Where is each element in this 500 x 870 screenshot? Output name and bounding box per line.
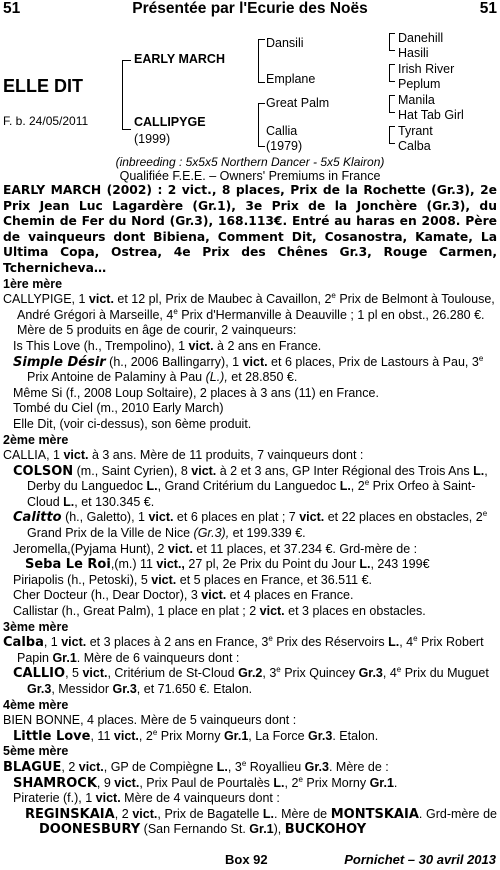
- sire-name: EARLY MARCH: [134, 52, 225, 66]
- pedigree-line: Simple Désir (h., 2006 Ballingarry), 1 vict. et 6 places, Prix de Lastours à Pau, 3e Prix Antoine de Palaminy à Pau (L.), et 28.850 €.: [13, 353, 484, 385]
- pedigree-line: REGINSKAIA, 2 vict., Prix de Bagatelle L.. Mère de MONTSKAIA. Grd-mère de DOONESBURY (San Fernando St. Gr.1), BUCKOHOY: [25, 806, 497, 838]
- pedigree-line: CALLIA, 1 vict. à 3 ans. Mère de 11 produits, 7 vainqueurs dont :: [3, 448, 364, 463]
- pedigree-line: Seba Le Roi,(m.) 11 vict., 27 pl, 2e Prix du Point du Jour L., 243 199€: [25, 557, 430, 573]
- pedigree-bracket-dam: [258, 103, 265, 147]
- sire-sire: Dansili: [266, 36, 304, 50]
- pedigree-line: Calitto (h., Galetto), 1 vict. et 6 places en plat ; 7 vict. et 22 places en obstacles, 2e Grand Prix de la Ville de Nice (Gr.3), et 199.339 €.: [13, 509, 488, 541]
- dam-sire: Great Palm: [266, 96, 330, 110]
- page-title: Présentée par l'Ecurie des Noës: [132, 0, 368, 17]
- pedigree-bracket-g3-4: [389, 126, 395, 144]
- g3-2: Hasili: [398, 46, 429, 60]
- lot-number-right: 51: [479, 0, 497, 17]
- section-third-dam: 3ème mère: [3, 619, 69, 634]
- lot-number-left: 51: [3, 0, 21, 17]
- g3-4: Peplum: [398, 77, 441, 91]
- section-fourth-dam: 4ème mère: [3, 697, 69, 712]
- pedigree-bracket-g3-3: [389, 95, 395, 113]
- g3-7: Tyrant: [398, 124, 433, 138]
- pedigree-line: BIEN BONNE, 4 places. Mère de 5 vainqueurs dont :: [3, 713, 297, 728]
- pedigree-line: SHAMROCK, 9 vict., Prix Paul de Pourtalès L., 2e Prix Morny Gr.1.: [13, 774, 398, 791]
- second-dam-block: [3, 448, 497, 620]
- horse-name: ELLE DIT: [3, 76, 83, 96]
- pedigree-line: Même Si (f., 2008 Loup Soltaire), 2 places à 3 ans (11) en France.: [13, 385, 379, 400]
- section-first-dam: 1ère mère: [3, 276, 63, 291]
- inbreeding-note: (inbreeding : 5x5x5 Northern Dancer - 5x5 Klairon): [115, 155, 385, 169]
- horse-details: F. b. 24/05/2011: [3, 114, 89, 128]
- pedigree-line: CALLIO, 5 vict., Critérium de St-Cloud Gr.2, 3e Prix Quincey Gr.3, 4e Prix du Muguet Gr.3, Messidor Gr.3, et 71.650 €. Etalon.: [13, 665, 489, 696]
- g3-1: Danehill: [398, 31, 444, 45]
- footer-event: Pornichet – 30 avril 2013: [344, 852, 496, 867]
- pedigree-line: CALLYPIGE, 1 vict. et 12 pl, Prix de Maubec à Cavaillon, 2e Prix de Belmont à Toulouse, André Grégori à Marseille, 4e Prix d'Hermanville à Deauville ; 1 pl en obst., 26.280 €. Mère de 5 produits en âge de courir, 2 vainqueurs:: [3, 291, 495, 338]
- pedigree-line: Piraterie (f.), 1 vict. Mère de 4 vainqueurs dont :: [13, 791, 280, 806]
- pedigree-line: Is This Love (h., Trempolino), 1 vict. à 2 ans en France.: [13, 338, 322, 353]
- pedigree-line: BLAGUE, 2 vict., GP de Compiègne L., 3e Royallieu Gr.3. Mère de :: [3, 758, 389, 775]
- pedigree-line: Jeromella,(Pyjama Hunt), 2 vict. et 11 places, et 37.234 €. Grd-mère de :: [13, 541, 418, 556]
- pedigree-bracket-parents: [122, 60, 131, 130]
- dam-dam-year: (1979): [266, 139, 303, 153]
- pedigree-line: Little Love, 11 vict., 2e Prix Morny Gr.1, La Force Gr.3. Etalon.: [13, 727, 379, 744]
- g3-8: Calba: [398, 139, 431, 153]
- fifth-dam-block: [3, 760, 497, 838]
- third-dam-block: [3, 635, 497, 697]
- pedigree-bracket-sire: [258, 39, 265, 83]
- pedigree-line: Elle Dit, (voir ci-dessus), son 6ème produit.: [13, 416, 252, 431]
- g3-3: Irish River: [398, 62, 455, 76]
- g3-6: Hat Tab Girl: [398, 108, 464, 122]
- catalogue-body: [3, 183, 497, 838]
- pedigree-bracket-g3-1: [389, 33, 395, 51]
- dam-dam: Callia: [266, 124, 298, 138]
- pedigree-bracket-g3-2: [389, 64, 395, 82]
- footer-box: Box 92: [225, 852, 268, 867]
- pedigree-line: Calba, 1 vict. et 3 places à 2 ans en France, 3e Prix des Réservoirs L., 4e Prix Robert Papin Gr.1. Mère de 6 vainqueurs dont :: [3, 634, 484, 665]
- dam-year: (1999): [134, 132, 171, 146]
- sire-dam: Emplane: [266, 72, 316, 86]
- qualification-note: Qualifiée F.E.E. – Owners' Premiums in France: [119, 169, 381, 183]
- first-dam-block: [3, 292, 497, 432]
- dam-name: CALLIPYGE: [134, 115, 206, 129]
- pedigree-line: Callistar (h., Great Palm), 1 place en plat ; 2 vict. et 3 places en obstacles.: [13, 604, 426, 619]
- pedigree-line: Cher Docteur (h., Dear Doctor), 3 vict. et 4 places en France.: [13, 588, 354, 603]
- sire-paragraph: EARLY MARCH (2002) : 2 vict., 8 places, Prix de la Rochette (Gr.3), 2e Prix Jean Luc Lagardère (Gr.1), 3e Prix de la Jonchère (Gr.3), du Chemin de Fer du Nord (Gr.3), 168.113€. Entré au haras en 2008. Père de vainqueurs dont Bibiena, Comment Dit, Cosanostra, Kamate, La Ultima Copa, Ostrea, 4e Prix des Chênes Gr.3, Rouge Carmen, Tchernicheva…: [3, 183, 497, 275]
- section-fifth-dam: 5ème mère: [3, 744, 69, 759]
- pedigree-line: Piriapolis (h., Petoski), 5 vict. et 5 places en France, et 36.511 €.: [13, 572, 372, 587]
- g3-5: Manila: [398, 93, 435, 107]
- pedigree-line: Tombé du Ciel (m., 2010 Early March): [13, 401, 224, 416]
- section-second-dam: 2ème mère: [3, 432, 69, 447]
- fourth-dam-block: [3, 713, 497, 744]
- pedigree-line: COLSON (m., Saint Cyrien), 8 vict. à 2 et 3 ans, GP Inter Régional des Trois Ans L., Derby du Languedoc L., Grand Critérium du Languedoc L., 2e Prix Orfeo à Saint-Cloud L., et 130.345 €.: [13, 463, 488, 509]
